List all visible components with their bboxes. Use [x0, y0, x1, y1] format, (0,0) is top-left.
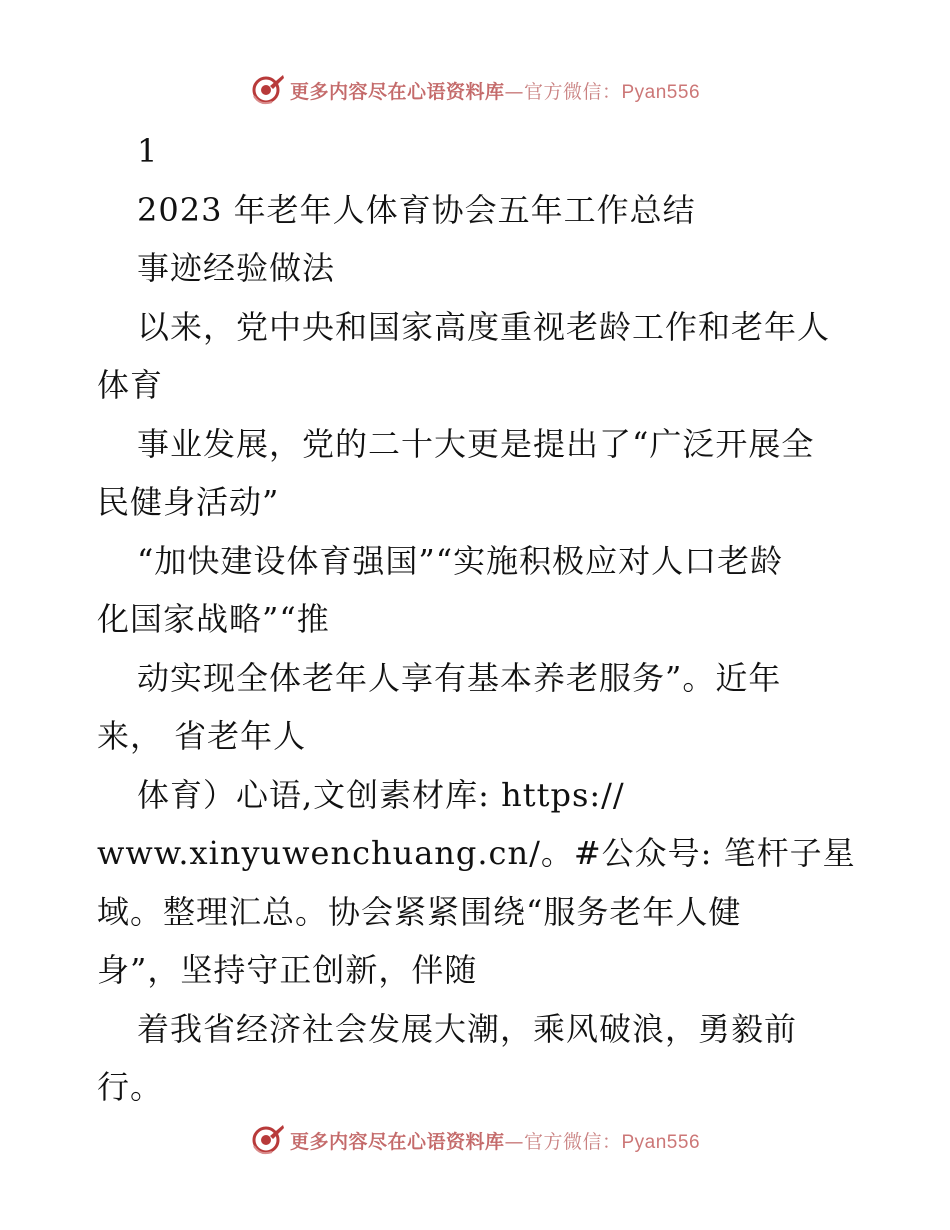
paragraph-line: 域。整理汇总。协会紧紧围绕“服务老年人健	[97, 892, 742, 931]
paragraph-line: www.xinyuwenchuang.cn/。#公众号: 笔杆子星	[97, 834, 856, 872]
document-title: 2023 年老年人体育协会五年工作总结	[137, 190, 696, 229]
footer-banner-text	[290, 1127, 700, 1154]
footer-wechat-account: Pyan556	[621, 1131, 701, 1153]
paragraph-line: 事业发展，党的二十大更是提出了“广泛开展全	[137, 424, 815, 463]
paragraph-line: 身”，坚持守正创新，伴随	[97, 951, 478, 989]
paragraph-line: “加快建设体育强国”“实施积极应对人口老龄	[137, 541, 784, 580]
header-separator: —	[504, 80, 524, 103]
header-watermark-banner	[0, 68, 950, 112]
page-number: 1	[137, 132, 159, 170]
paragraph-line: 动实现全体老年人享有基本养老服务”。近年	[137, 658, 782, 697]
footer-wechat-label: 官方微信：	[523, 1130, 622, 1153]
footer-separator: —	[504, 1130, 524, 1153]
header-wechat-account: Pyan556	[621, 81, 701, 103]
footer-brand-text: 更多内容尽在心语资料库	[289, 1130, 505, 1153]
paragraph-line: 行。	[97, 1068, 164, 1106]
paragraph-line: 着我省经济社会发展大潮，乘风破浪，勇毅前	[137, 1009, 798, 1048]
header-banner-text	[290, 77, 700, 104]
paragraph-line: 民健身活动”	[97, 483, 280, 521]
paragraph-line: 化国家战略”“推	[97, 600, 330, 638]
document-body	[97, 122, 857, 1117]
paragraph-line: 以来，党中央和国家高度重视老龄工作和老年人	[137, 307, 831, 346]
header-wechat-label: 官方微信：	[523, 80, 622, 103]
section-heading: 事迹经验做法	[137, 249, 336, 287]
footer-watermark-banner	[0, 1118, 950, 1162]
pen-logo-icon	[250, 1122, 286, 1158]
pen-logo-icon	[250, 72, 286, 108]
paragraph-line: 体育）心语,文创素材库: https://	[137, 775, 625, 814]
paragraph-line: 体育	[97, 366, 164, 404]
paragraph-line: 来， 省老年人	[97, 717, 307, 755]
header-brand-text: 更多内容尽在心语资料库	[289, 80, 505, 103]
